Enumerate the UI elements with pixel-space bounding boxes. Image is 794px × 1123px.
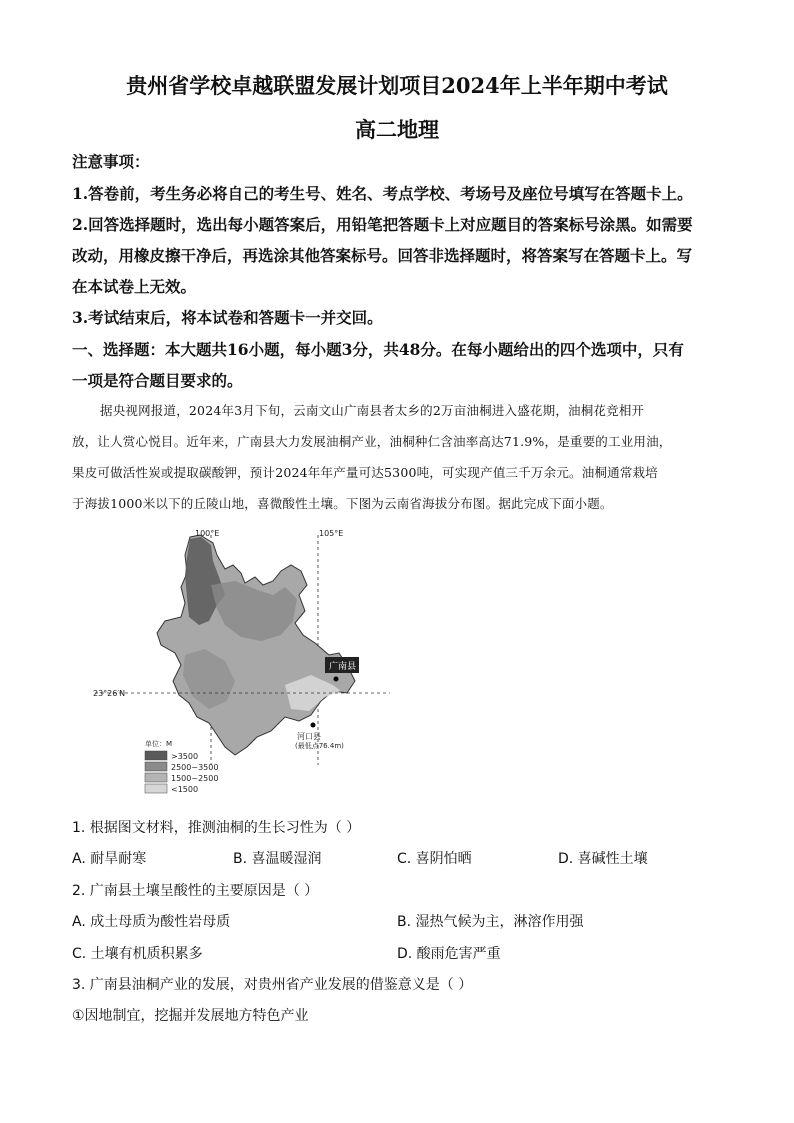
legend-swatch-1 bbox=[145, 751, 167, 760]
yunnan-elevation-map bbox=[85, 525, 395, 800]
notice-line-3: 3.考试结束后，将本试卷和答题卡一并交回。 bbox=[72, 308, 383, 327]
passage-line-1: 据央视网报道，2024年3月下旬，云南文山广南县者太乡的2万亩油桐进入盛花期，油桐花竞相开 bbox=[100, 403, 645, 418]
legend-label-1: >3500 bbox=[171, 752, 199, 761]
question-1-option-d: D. 喜碱性土壤 bbox=[558, 851, 648, 867]
question-2-option-c: C. 土壤有机质积累多 bbox=[72, 946, 203, 962]
notice-line-2c: 在本试卷上无效。 bbox=[72, 277, 197, 296]
question-3-statement-1: ①因地制宜，挖掘并发展地方特色产业 bbox=[72, 1008, 309, 1024]
passage-line-2: 放，让人赏心悦目。近年来，广南县大力发展油桐产业，油桐种仁含油率高达71.9%，是重要的工业用油， bbox=[72, 434, 672, 449]
legend-swatch-2 bbox=[145, 762, 167, 771]
guangnan-marker bbox=[334, 677, 339, 682]
legend-label-2: 2500~3500 bbox=[171, 763, 219, 772]
question-2-option-d: D. 酸雨危害严重 bbox=[397, 946, 501, 962]
hekou-elev-label: (最低点76.4m) bbox=[295, 742, 344, 750]
lat-label: 23°26′N bbox=[93, 689, 126, 698]
notice-line-1: 1.答卷前，考生务必将自己的考生号、姓名、考点学校、考场号及座位号填写在答题卡上。 bbox=[72, 184, 693, 203]
peak-name-label: 卡瓦格博峰 bbox=[233, 545, 279, 555]
section-heading-line-2: 一项是符合题目要求的。 bbox=[72, 371, 243, 390]
lon-label-105: 105°E bbox=[319, 529, 344, 538]
legend-unit: 单位：M bbox=[145, 740, 173, 748]
notice-heading: 注意事项： bbox=[72, 152, 150, 171]
hekou-marker bbox=[311, 723, 316, 728]
legend-swatch-4 bbox=[145, 784, 167, 793]
question-2-option-b: B. 湿热气候为主，淋溶作用强 bbox=[397, 914, 584, 930]
question-1-option-a: A. 耐旱耐寒 bbox=[72, 851, 147, 867]
lon-label-100: 100°E bbox=[195, 529, 220, 538]
legend-label-4: <1500 bbox=[171, 785, 199, 794]
question-2-stem: 2. 广南县土壤呈酸性的主要原因是（ ） bbox=[72, 883, 319, 899]
legend-label-3: 1500~2500 bbox=[171, 774, 219, 783]
question-1-option-c: C. 喜阴怕晒 bbox=[397, 851, 472, 867]
peak-elev-label: (最高点6740m) bbox=[235, 555, 287, 563]
exam-subject: 高二地理 bbox=[355, 117, 439, 142]
hekou-label: 河口县 bbox=[297, 732, 321, 741]
guangnan-label: 广南县 bbox=[329, 662, 357, 672]
passage-line-4: 于海拔1000米以下的丘陵山地，喜微酸性土壤。下图为云南省海拔分布图。据此完成下面小题。 bbox=[72, 496, 613, 511]
notice-line-2b: 改动，用橡皮擦干净后，再选涂其他答案标号。回答非选择题时，将答案写在答题卡上。写 bbox=[72, 246, 693, 265]
exam-title: 贵州省学校卓越联盟发展计划项目2024年上半年期中考试 bbox=[126, 73, 668, 98]
notice-line-2a: 2.回答选择题时，选出每小题答案后，用铅笔把答题卡上对应题目的答案标号涂黑。如需要 bbox=[72, 215, 693, 234]
section-heading-line-1: 一、选择题：本大题共16小题，每小题3分，共48分。在每小题给出的四个选项中，只有 bbox=[72, 340, 684, 359]
question-2-option-a: A. 成土母质为酸性岩母质 bbox=[72, 914, 231, 930]
passage-line-3: 果皮可做活性炭或提取碳酸钾，预计2024年年产量可达5300吨，可实现产值三千万余元。油桐通常栽培 bbox=[72, 465, 658, 480]
question-1-stem: 1. 根据图文材料，推测油桐的生长习性为（ ） bbox=[72, 820, 361, 836]
question-3-stem: 3. 广南县油桐产业的发展，对贵州省产业发展的借鉴意义是（ ） bbox=[72, 977, 473, 993]
question-1-option-b: B. 喜温暖湿润 bbox=[233, 851, 322, 867]
legend-swatch-3 bbox=[145, 773, 167, 782]
